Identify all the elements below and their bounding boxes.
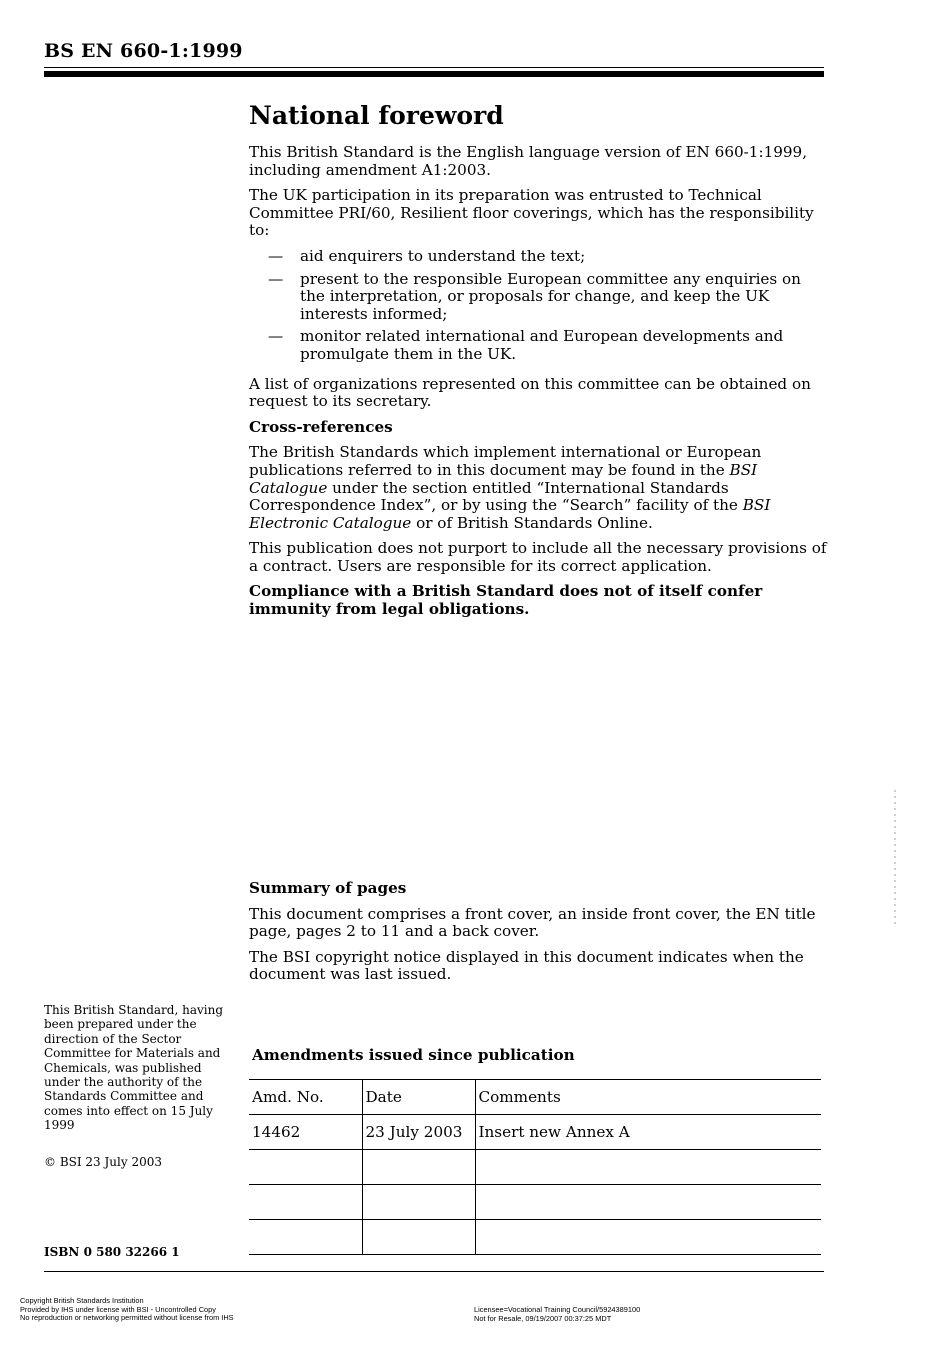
column-header: Date (362, 1080, 475, 1115)
dash-marker: — (268, 327, 284, 346)
table-cell (475, 1185, 821, 1220)
header-rule-thin (44, 67, 824, 68)
table-cell (475, 1220, 821, 1255)
responsibilities-list (249, 248, 827, 364)
list-item: — monitor related international and European developments and promulgate them in the UK. (268, 327, 784, 363)
table-cell (249, 1150, 362, 1185)
table-row (249, 1220, 821, 1255)
bsi-copyright: © BSI 23 July 2003 (44, 1154, 163, 1169)
table-cell (475, 1150, 821, 1185)
amendments-title: Amendments issued since publication (252, 1046, 575, 1064)
dash-marker: — (268, 246, 284, 265)
table-row (249, 1115, 821, 1150)
column-header: Amd. No. (249, 1080, 362, 1115)
header-rule-thick (44, 71, 824, 77)
crossref-heading: Cross-references (249, 417, 393, 436)
national-foreword-section (249, 100, 827, 627)
publication-note: This British Standard, having been prepared under the direction of the Sector Committee for Materials and Chemicals, was published under the authority of the Standards Committee and comes into effect on 15 July 1999 (44, 1003, 224, 1133)
table-row (249, 1185, 821, 1220)
footer-rule (44, 1271, 824, 1272)
vertical-watermark-mark (894, 790, 896, 925)
list-item: — aid enquirers to understand the text; (268, 246, 586, 265)
list-item: — present to the responsible European committee any enquiries on the interpretation, or proposals for change, and keep the UK interests informed; (268, 269, 801, 323)
footer-copyright-block: Copyright British Standards Institution Provided by IHS under license with BSI - Uncontrolled Copy No reproduction or networking permitted without license from IHS (20, 1296, 234, 1323)
intro-paragraph: This British Standard is the English language version of EN 660-1:1999, including amendment A1:2003. (249, 143, 808, 179)
bsi-electronic-catalogue-ref: BSI Electronic Catalogue (249, 496, 771, 532)
crossref-paragraph: The British Standards which implement international or European publications referred to in this document may be found in the BSI Catalogue under the section entitled “International Standards Correspondence Index”, or by using the “Search” facility of the BSI Electronic Catalogue or of British Standards Online. (249, 443, 771, 532)
provisions-paragraph: This publication does not purport to include all the necessary provisions of a contract. Users are responsible for its correct application. (249, 539, 827, 575)
table-cell: 23 July 2003 (362, 1115, 475, 1150)
sidebar-publication-info (44, 1003, 229, 1191)
table-header-row (249, 1080, 821, 1115)
table-cell (249, 1220, 362, 1255)
table-cell: 14462 (249, 1115, 362, 1150)
organizations-paragraph: A list of organizations represented on this committee can be obtained on request to its secretary. (249, 374, 811, 411)
footer-license-block: Licensee=Vocational Training Council/5924389100 Not for Resale, 09/19/2007 00:37:25 MDT (474, 1305, 641, 1323)
summary-pages-paragraph: This document comprises a front cover, an inside front cover, the EN title page, pages 2 to 11 and a back cover. (249, 904, 816, 941)
table-cell: Insert new Annex A (475, 1115, 821, 1150)
table-cell (249, 1185, 362, 1220)
isbn: ISBN 0 580 32266 1 (44, 1245, 180, 1259)
summary-section (249, 880, 827, 992)
participation-paragraph: The UK participation in its preparation was entrusted to Technical Committee PRI/60, Resilient floor coverings, which has the responsibility to: (249, 186, 814, 240)
column-header: Comments (475, 1080, 821, 1115)
document-id: BS EN 660-1:1999 (44, 40, 243, 62)
page-title: National foreword (249, 101, 504, 130)
table-cell (362, 1150, 475, 1185)
table-cell (362, 1220, 475, 1255)
amendments-table (249, 1079, 821, 1255)
summary-heading: Summary of pages (249, 879, 407, 897)
table-cell (362, 1185, 475, 1220)
bsi-catalogue-ref: BSI Catalogue (249, 460, 758, 497)
table-row (249, 1150, 821, 1185)
compliance-note: Compliance with a British Standard does not of itself confer immunity from legal obligations. (249, 582, 763, 619)
copyright-notice-paragraph: The BSI copyright notice displayed in this document indicates when the document was last issued. (249, 947, 804, 984)
dash-marker: — (268, 269, 284, 288)
